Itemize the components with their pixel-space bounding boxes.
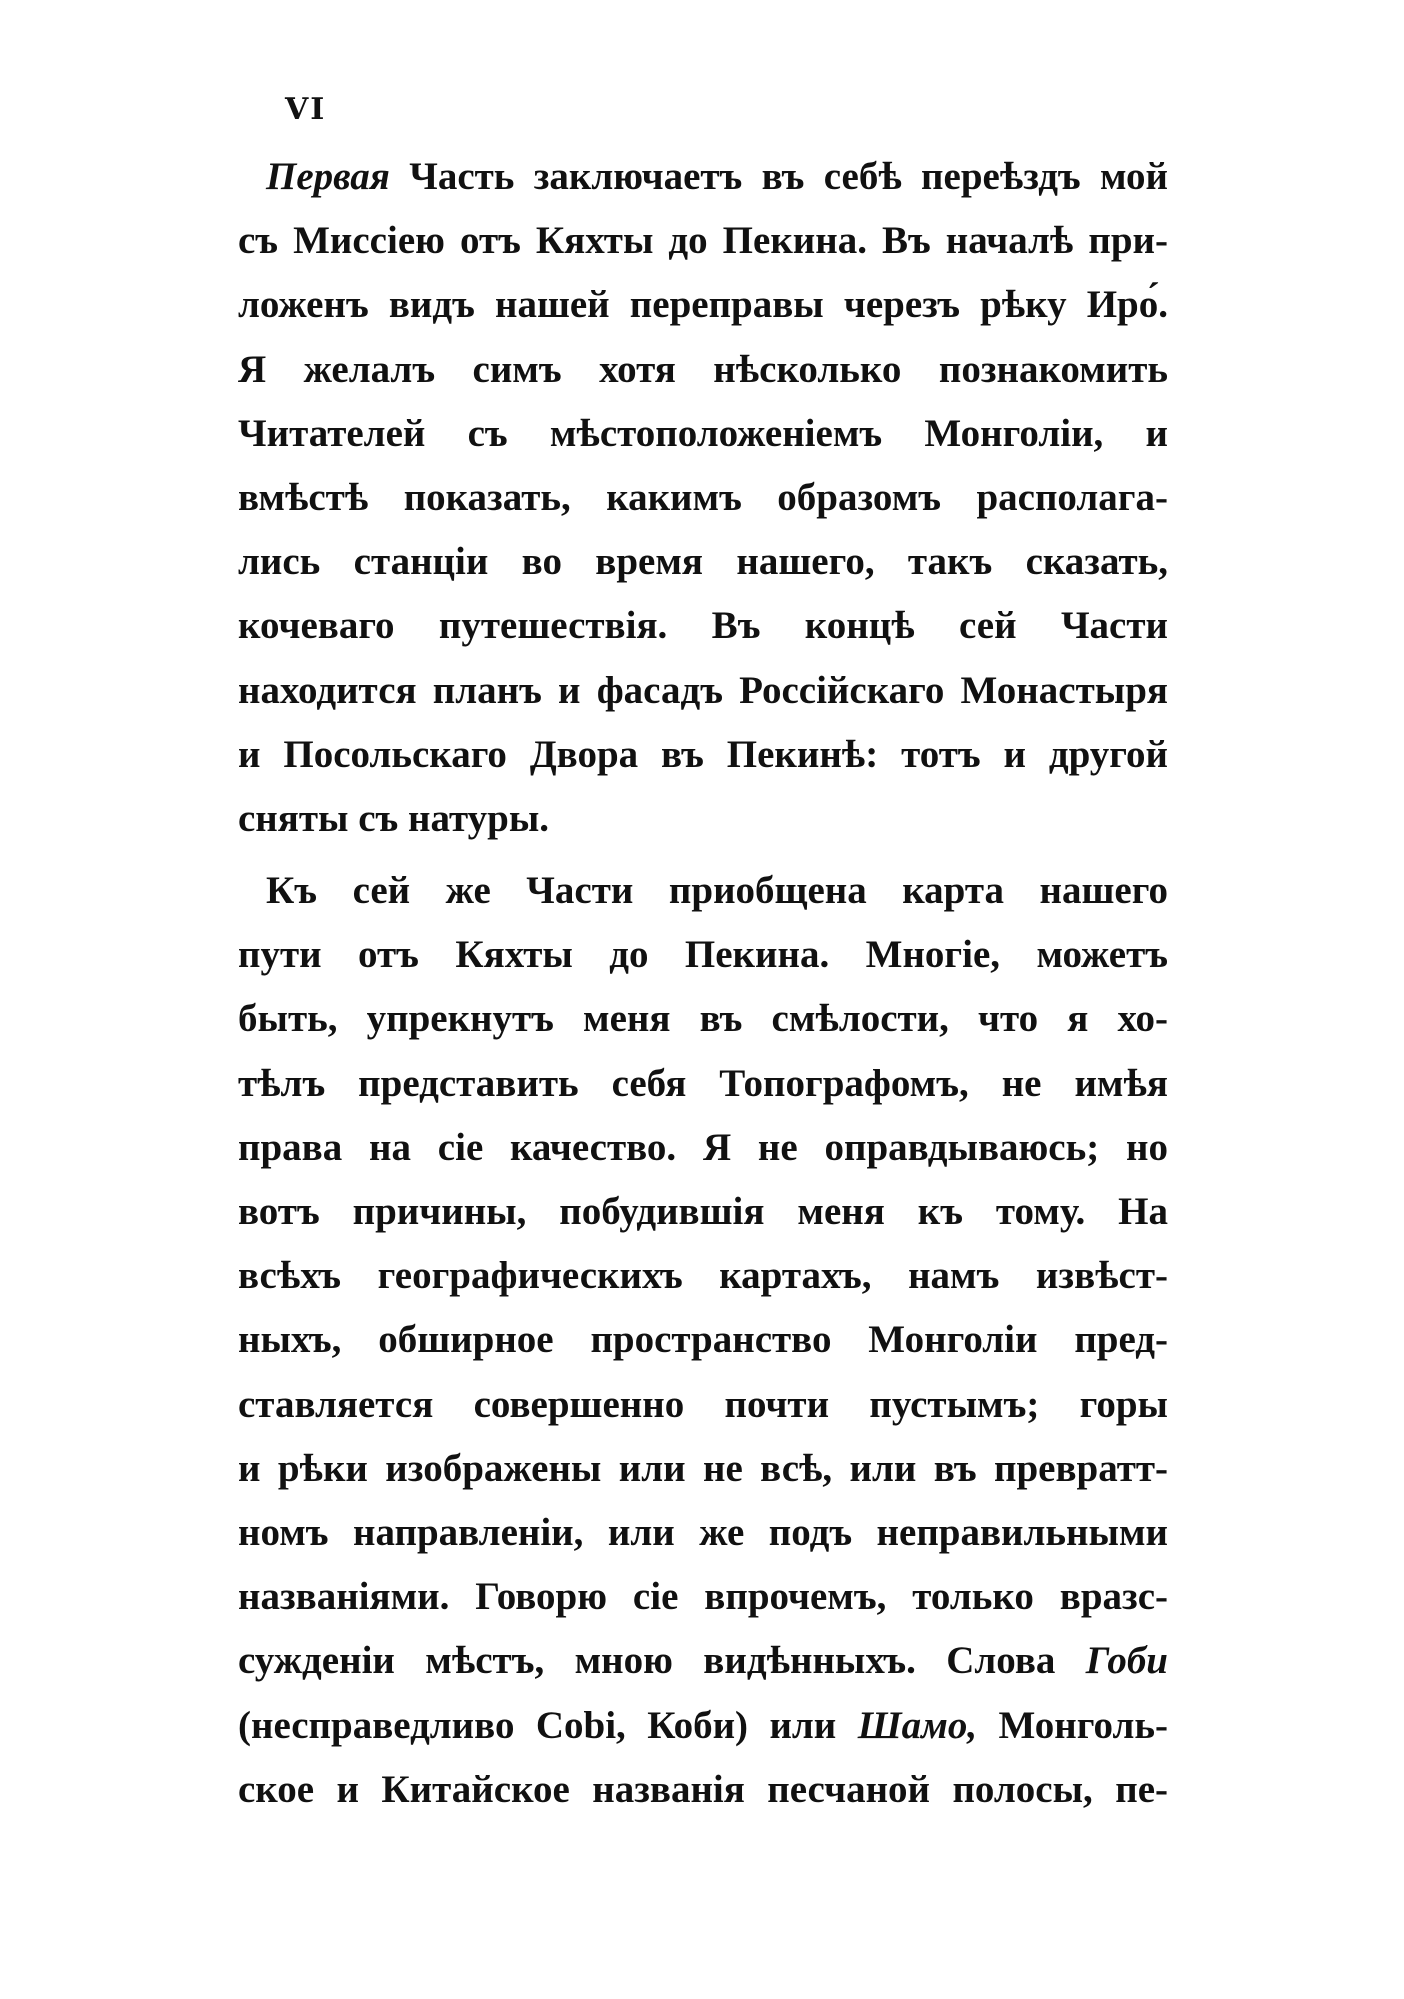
paragraph-1 [238, 145, 1168, 851]
text-line: пути отъ Кяхты до Пекина. Многіе, можетъ [238, 933, 1168, 977]
text-line: Я желалъ симъ хотя нѣсколько познакомить [238, 347, 1168, 391]
line-text: сужденіи мѣстъ, мною видѣнныхъ. Слова [238, 1639, 1056, 1683]
text-line: и Посольскаго Двора въ Пекинѣ: тотъ и другой [238, 732, 1168, 776]
paragraph-2 [238, 859, 1168, 1822]
line-text: Монголь- [977, 1703, 1168, 1747]
italic-word: Первая [266, 155, 390, 198]
body-text [238, 145, 1168, 1822]
text-line: находится планъ и фасадъ Россійскаго Монастыря [238, 668, 1168, 712]
text-line: Читателей съ мѣстоположеніемъ Монголіи, и [238, 411, 1168, 455]
text-line: ложенъ видъ нашей переправы черезъ рѣку Иро́. [238, 283, 1168, 327]
italic-word: Гоби [1055, 1639, 1168, 1683]
text-line: вотъ причины, побудившія меня къ тому. На [238, 1190, 1168, 1233]
text-line: съ Миссіею отъ Кяхты до Пекина. Въ началѣ при- [238, 219, 1168, 263]
text-line: быть, упрекнутъ меня въ смѣлости, что я хо- [238, 997, 1168, 1041]
text-line [238, 1694, 1168, 1758]
text-line: сняты съ натуры. [238, 796, 550, 840]
text-line: ское и Китайское названія песчаной полосы, пе- [238, 1767, 1168, 1811]
italic-word: Шамо, [836, 1703, 978, 1747]
text-line: названіями. Говорю сіе впрочемъ, только вразс- [238, 1575, 1168, 1619]
text-line: всѣхъ географическихъ картахъ, намъ извѣст- [238, 1254, 1168, 1298]
paragraph-gap [238, 851, 1168, 859]
text-line: права на сіе качество. Я не оправдываюсь; но [238, 1125, 1168, 1169]
text-line: и рѣки изображены или не всѣ, или въ превратт- [238, 1446, 1168, 1490]
text-line: ставляется совершенно почти пустымъ; горы [238, 1382, 1168, 1426]
text-line: лись станціи во время нашего, такъ сказать, [238, 540, 1168, 584]
text-line: кочеваго путешествія. Въ концѣ сей Части [238, 604, 1168, 648]
page-number: VI [285, 92, 327, 127]
line-text: (несправедливо Cobi, Коби) или [238, 1703, 837, 1747]
text-line [238, 145, 1168, 209]
line-text: Часть заключаетъ въ себѣ переѣздъ мой [389, 155, 1168, 198]
text-line: Къ сей же Части приобщена карта нашего [266, 869, 1168, 913]
text-line: вмѣстѣ показать, какимъ образомъ располага- [238, 475, 1168, 519]
text-line: тѣлъ представить себя Топографомъ, не имѣя [238, 1061, 1168, 1105]
text-line: ныхъ, обширное пространство Монголіи пред- [238, 1318, 1168, 1362]
text-line: номъ направленіи, или же подъ неправильными [238, 1510, 1168, 1554]
text-line [238, 1629, 1168, 1693]
